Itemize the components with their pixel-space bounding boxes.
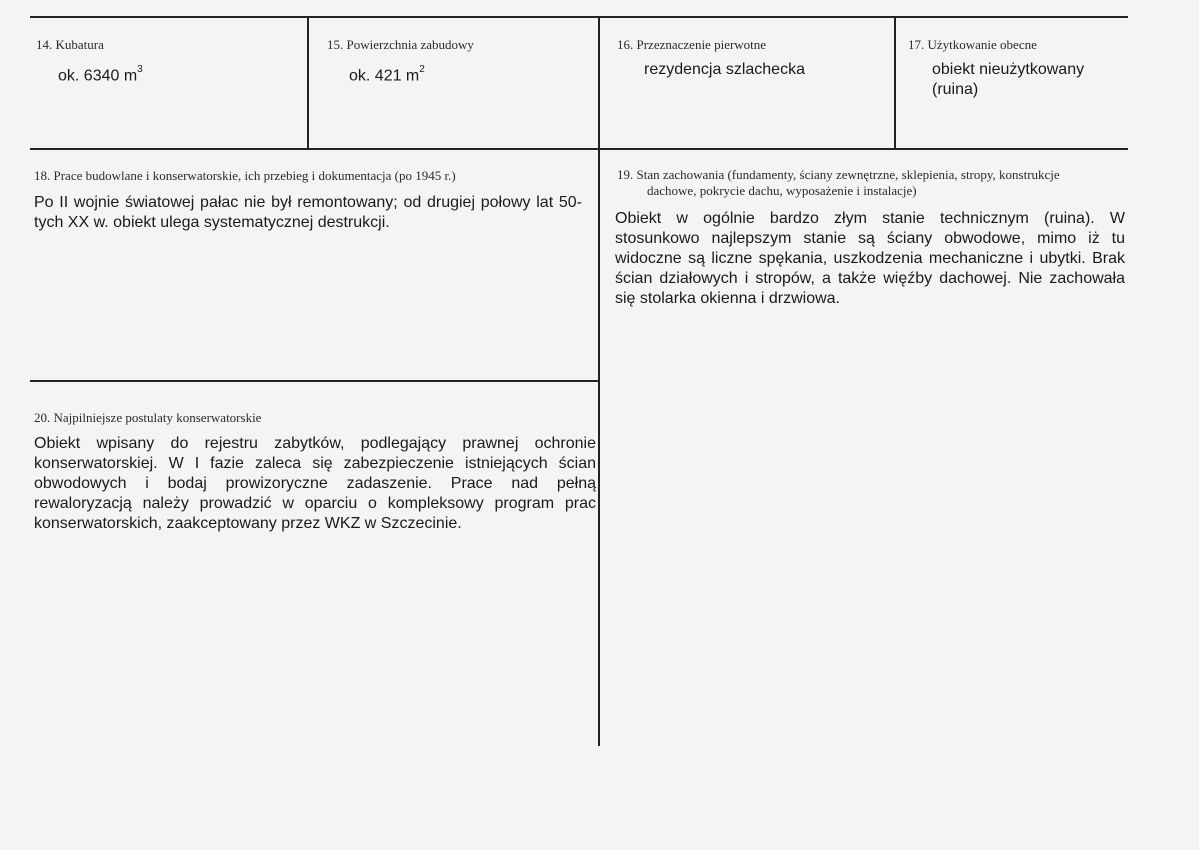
field-17-value	[932, 60, 1122, 100]
field-18-label: 18. Prace budowlane i konserwatorskie, ich przebieg i dokumentacja (po 1945 r.)	[34, 168, 456, 183]
field-19-label	[617, 167, 1127, 199]
field-14-value	[58, 62, 143, 86]
field-15-label: 15. Powierzchnia zabudowy	[327, 37, 474, 52]
field-19-text: Obiekt w ogólnie bardzo złym stanie technicznym (ruina). W stosunkowo najlepszym stanie są ściany obwodowe, mimo iż tu widoczne są liczne spękania, uszkodzenia mechaniczne i ubytki. Brak ścian działowych i stropów, a także więźby dachowej. Nie zachowała się stolarka okienna i drzwiowa.	[615, 210, 1125, 307]
field-15-value	[349, 62, 425, 86]
row1-bottom-border	[30, 148, 1128, 150]
field-19-label-line2: dachowe, pokrycie dachu, wyposażenie i instalacje)	[647, 183, 917, 198]
divider-14-15	[307, 16, 309, 149]
field18-bottom-border	[30, 380, 600, 382]
field-15-value-sup: 2	[419, 64, 425, 75]
field-17-value-line2: (ruina)	[932, 81, 979, 98]
field-14-label: 14. Kubatura	[36, 37, 104, 52]
field-16-value: rezydencja szlachecka	[644, 61, 805, 78]
field-20-label: 20. Najpilniejsze postulaty konserwatorskie	[34, 410, 262, 425]
field-14-value-text: ok. 6340 m	[58, 67, 138, 85]
field-15-value-text: ok. 421 m	[349, 67, 420, 85]
field-19-label-line1: 19. Stan zachowania (fundamenty, ściany zewnętrzne, sklepienia, stropy, konstrukcje	[617, 167, 1060, 182]
field-17-value-line1: obiekt nieużytkowany	[932, 61, 1085, 78]
field-18-text: Po II wojnie światowej pałac nie był remontowany; od drugiej połowy lat 50-tych XX w. obiekt ulega systematycznej destrukcji.	[34, 194, 582, 231]
field-17-label: 17. Użytkowanie obecne	[908, 37, 1037, 52]
field-20-text: Obiekt wpisany do rejestru zabytków, podlegający prawnej ochronie konserwatorskiej. W I fazie zaleca się zabezpieczenie istniejących ścian obwodowych i bodaj prowizoryczne zadaszenie. Prace nad pełną rewaloryzacją należy prowadzić w oparciu o kompleksowy program prac konserwatorskich, zaakceptowany przez WKZ w Szczecinie.	[34, 435, 596, 532]
center-divider	[598, 16, 600, 746]
field-16-label: 16. Przeznaczenie pierwotne	[617, 37, 767, 52]
divider-16-17	[894, 16, 896, 149]
field-14-value-sup: 3	[137, 64, 143, 75]
top-border	[30, 16, 1128, 18]
